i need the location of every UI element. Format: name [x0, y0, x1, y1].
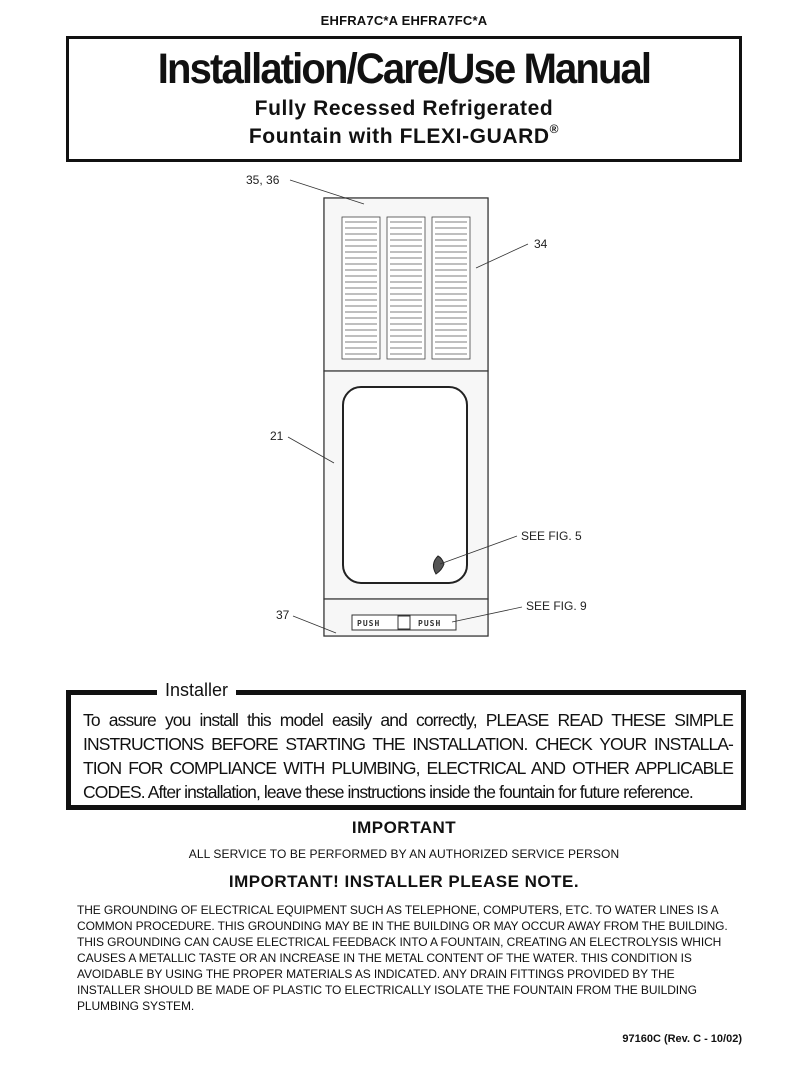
callout-34: 34 — [534, 237, 548, 251]
subtitle-line-2 — [69, 122, 739, 149]
title-box — [66, 36, 742, 162]
push-label-left: PUSH — [357, 619, 381, 628]
fountain-diagram — [0, 160, 808, 660]
subtitle-line-2-text: Fountain with FLEXI-GUARD — [248, 125, 550, 148]
callout-see-fig-5: SEE FIG. 5 — [521, 529, 582, 543]
push-button-square — [398, 616, 410, 629]
installer-note-heading: IMPORTANT! INSTALLER PLEASE NOTE. — [228, 872, 580, 891]
installer-instructions: To assure you install this model easily and correctly, PLEASE READ THESE SIMPLE INSTRUCTIONS BEFORE STARTING THE INSTALLATION. CHECK YOUR INSTALLA-TION FOR COMPLIANCE WITH PLUMBING, ELECTRICAL AND OTHER APPLICABLE CODES. After installation, leave these instructions inside the fountain for future reference. — [83, 710, 733, 802]
service-note: ALL SERVICE TO BE PERFORMED BY AN AUTHORIZED SERVICE PERSON — [188, 847, 620, 861]
model-numbers: EHFRA7C*A EHFRA7FC*A — [320, 13, 488, 28]
basin-opening — [343, 387, 467, 583]
louver-vents — [342, 217, 470, 359]
push-label-right: PUSH — [418, 619, 442, 628]
callout-see-fig-9: SEE FIG. 9 — [526, 599, 587, 613]
subtitle-line-1: Fully Recessed Refrigerated — [254, 97, 554, 120]
important-heading: IMPORTANT — [351, 818, 457, 837]
callout-35-36: 35, 36 — [246, 173, 280, 187]
grounding-warning-text: THE GROUNDING OF ELECTRICAL EQUIPMENT SUCH AS TELEPHONE, COMPUTERS, ETC. TO WATER LINES IS A COMMON PROCEDURE. THIS GROUNDING MAY BE IN THE BUILDING OR MAY OCCUR AWAY FROM THE BUILDING. THIS GROUNDING CAN CAUSE ELECTRICAL FEEDBACK INTO A FOUNTAIN, CREATING AN ELECTROLYSIS WHICH CAUSES A METALLIC TASTE OR AN INCREASE IN THE METAL CONTENT OF THE WATER. THIS CONDITION IS AVOIDABLE BY USING THE PROPER MATERIALS AS INDICATED. ANY DRAIN FITTINGS PROVIDED BY THE INSTALLER SHOULD BE MADE OF PLASTIC TO ELECTRICALLY ISOLATE THE FOUNTAIN FROM THE BUILDING PLUMBING SYSTEM. — [77, 903, 728, 1013]
callout-21: 21 — [270, 429, 284, 443]
document-number: 97160C (Rev. C - 10/02) — [622, 1033, 742, 1045]
registered-mark: ® — [549, 122, 560, 136]
installer-label: Installer — [157, 680, 236, 701]
installer-notice-box — [66, 680, 746, 810]
callout-37: 37 — [276, 608, 290, 622]
manual-title: Installation/Care/Use Manual — [157, 45, 651, 93]
